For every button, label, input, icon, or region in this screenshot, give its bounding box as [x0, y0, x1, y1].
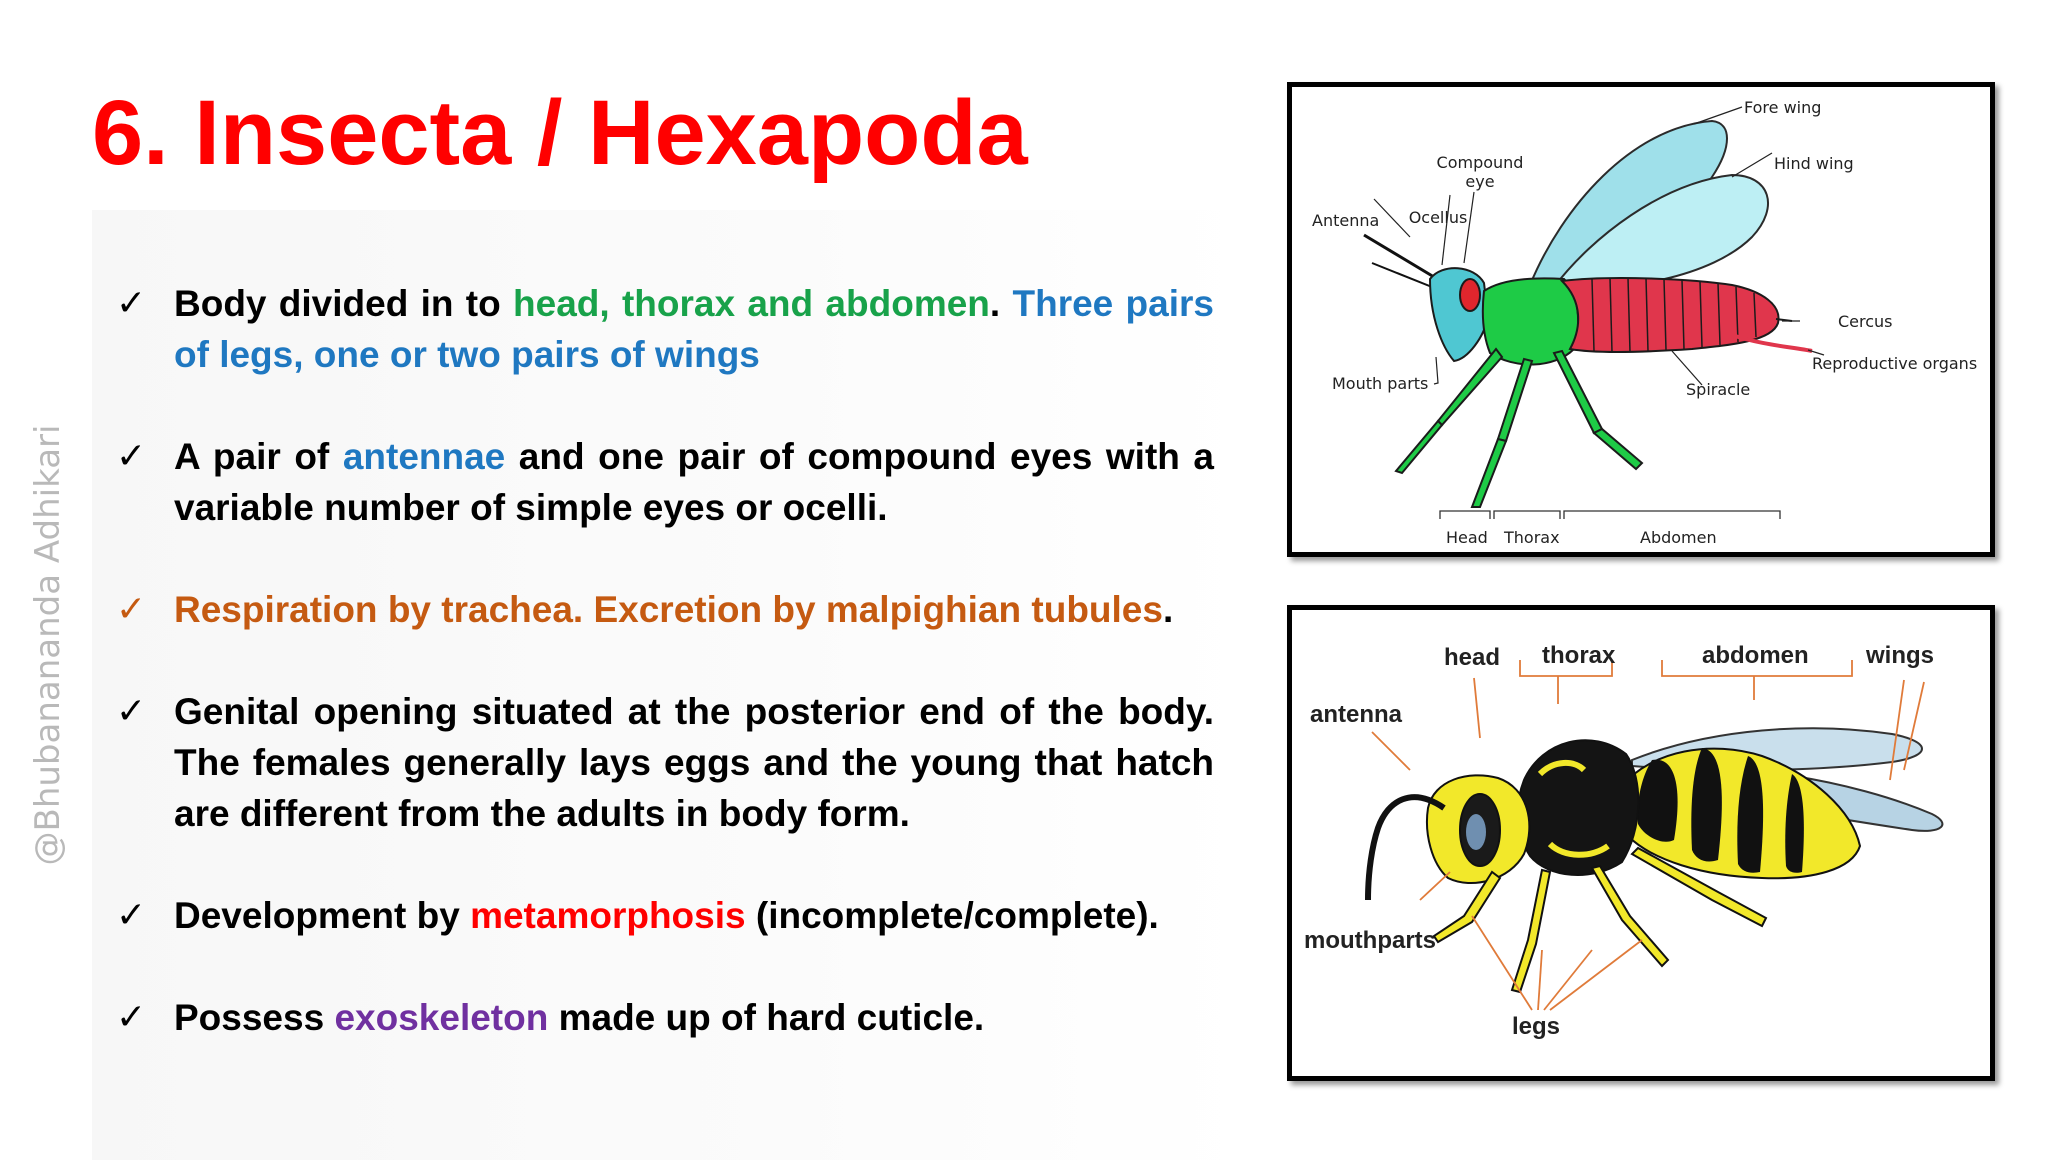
label-spiracle: Spiracle — [1686, 380, 1751, 399]
bullet-text-segment: Possess — [174, 997, 335, 1038]
label-mouth-parts: Mouth parts — [1332, 374, 1429, 393]
label-head: head — [1444, 644, 1501, 671]
label-mouthparts: mouthparts — [1304, 927, 1436, 954]
bullet-text-segment: Development by — [174, 895, 471, 936]
bullet-item — [116, 992, 1216, 1043]
bullet-item — [116, 278, 1216, 380]
wasp-diagram-svg — [1292, 610, 1990, 1076]
bullet-text-segment: Respiration by trachea. Excretion by malpighian tubules — [174, 589, 1163, 630]
bullet-list — [116, 278, 1216, 1094]
insect-anatomy-diagram — [1287, 82, 1995, 557]
label-antenna: antenna — [1310, 701, 1403, 728]
label-head: Head — [1446, 528, 1488, 547]
bullet-text — [174, 890, 1214, 941]
bullet-text-segment: . — [989, 283, 1013, 324]
bullet-item — [116, 584, 1216, 635]
head-shape — [1430, 268, 1488, 361]
bullet-text-segment: A pair of — [174, 436, 343, 477]
label-ocellus: Ocellus — [1408, 208, 1468, 227]
bullet-text-segment: metamorphosis — [470, 895, 746, 936]
bullet-text-segment: exoskeleton — [334, 997, 549, 1038]
bullet-item — [116, 890, 1216, 941]
bullet-text-segment: Genital opening situated at the posterior end of the body. The females generally lays eggs and the young that hatch are different from the adults in body form. — [174, 691, 1214, 834]
checkmark-icon: ✓ — [116, 691, 147, 732]
legs-group — [1396, 349, 1642, 507]
slide-title: 6. Insecta / Hexapoda — [92, 82, 1028, 184]
label-hind-wing: Hind wing — [1774, 154, 1854, 173]
leg-shape — [1438, 349, 1502, 425]
bullet-text-segment: antennae — [342, 436, 506, 477]
label-fore-wing: Fore wing — [1744, 98, 1822, 117]
bullet-text-segment: . — [1162, 589, 1174, 630]
bullet-text — [174, 584, 1214, 635]
bullet-text — [174, 992, 1214, 1043]
bullet-text — [174, 431, 1214, 533]
label-abdomen: Abdomen — [1640, 528, 1717, 547]
label-antenna: Antenna — [1312, 211, 1380, 230]
label-abdomen: abdomen — [1702, 642, 1809, 669]
bullet-text-segment: and one pair of compound eyes with a variable number of simple eyes or ocelli. — [174, 436, 1215, 528]
label-thorax: Thorax — [1504, 528, 1560, 547]
label-wings: wings — [1866, 642, 1935, 669]
bullet-text-segment: (incomplete/complete). — [745, 895, 1159, 936]
bullet-text-segment: head, thorax and abdomen — [513, 283, 990, 324]
checkmark-icon: ✓ — [116, 997, 147, 1038]
body-part-bracket — [1440, 511, 1780, 519]
bullet-text — [174, 278, 1214, 380]
leg-shape — [1592, 866, 1668, 966]
compound-eye-shape — [1460, 279, 1480, 311]
leg-shape — [1396, 421, 1442, 473]
bullet-text-segment: Body divided in to — [174, 283, 514, 324]
leg-shape — [1498, 359, 1532, 441]
leg-shape — [1472, 439, 1506, 507]
label-thorax: thorax — [1542, 642, 1616, 669]
label-cercus: Cercus — [1838, 312, 1893, 331]
bullet-item — [116, 686, 1216, 839]
leg-shape — [1554, 351, 1602, 433]
insect-diagram-svg — [1292, 87, 1990, 553]
checkmark-icon: ✓ — [116, 589, 147, 630]
checkmark-icon: ✓ — [116, 895, 147, 936]
label-compound-eye: Compound — [1436, 153, 1524, 172]
checkmark-icon: ✓ — [116, 436, 147, 477]
bullet-item — [116, 431, 1216, 533]
wasp-anatomy-diagram — [1287, 605, 1995, 1081]
leg-shape — [1594, 429, 1642, 469]
bullet-text-segment: Three pairs of legs, one or two pairs of wings — [174, 283, 1214, 375]
checkmark-icon: ✓ — [116, 283, 147, 324]
leg-shape — [1512, 870, 1550, 992]
author-watermark: @Bhubanananda Adhikari — [28, 424, 68, 866]
label-reproductive-organs: Reproductive organs — [1812, 354, 1978, 373]
bullet-text-segment: made up of hard cuticle. — [548, 997, 985, 1038]
bullet-text — [174, 686, 1214, 839]
label-compound-eye-2: eye — [1465, 172, 1495, 191]
label-legs: legs — [1511, 1013, 1561, 1040]
